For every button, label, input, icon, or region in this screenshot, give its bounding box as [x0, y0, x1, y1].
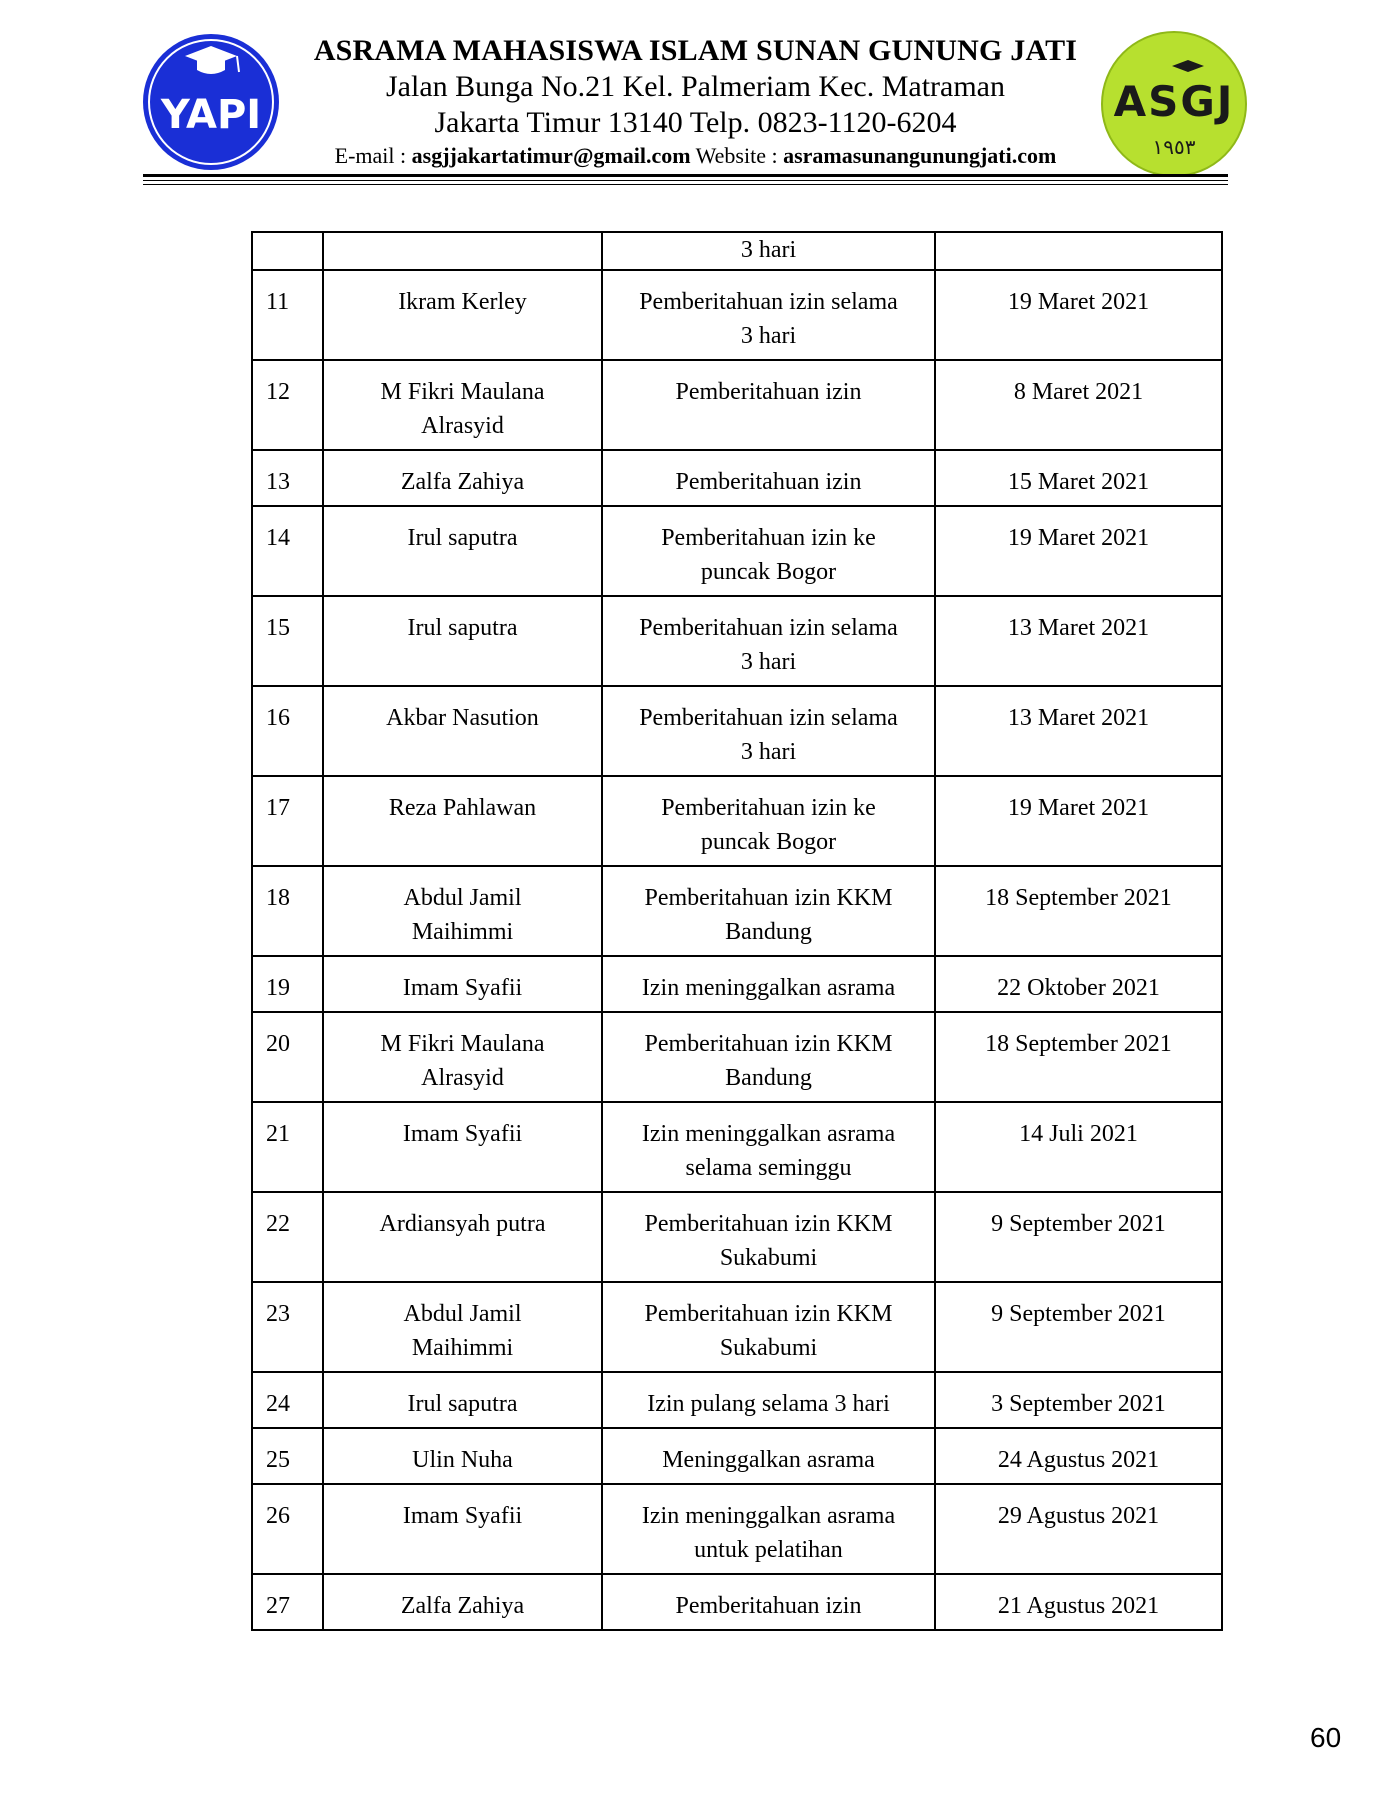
table-row — [252, 1574, 1222, 1630]
cell-description: Pemberitahuan izin ke puncak Bogor — [602, 506, 935, 596]
cell-name: Ikram Kerley — [323, 270, 602, 360]
cell-no: 15 — [252, 596, 323, 686]
table-row — [252, 1372, 1222, 1428]
cell-description: Pemberitahuan izin selama 3 hari — [602, 270, 935, 360]
cell-no: 26 — [252, 1484, 323, 1574]
table-row — [252, 866, 1222, 956]
table-row — [252, 1102, 1222, 1192]
cell-description: 3 hari — [602, 232, 935, 270]
cell-name: Imam Syafii — [323, 1484, 602, 1574]
cell-name: Ardiansyah putra — [323, 1192, 602, 1282]
cell-name — [323, 232, 602, 270]
table-row — [252, 1012, 1222, 1102]
cell-description: Pemberitahuan izin KKM Sukabumi — [602, 1282, 935, 1372]
cell-no: 18 — [252, 866, 323, 956]
cell-name: M Fikri Maulana Alrasyid — [323, 1012, 602, 1102]
asgj-logo-year: ١٩٥٣ — [1152, 135, 1196, 159]
cell-name: Akbar Nasution — [323, 686, 602, 776]
asgj-logo-text: ASGJ — [1113, 77, 1235, 126]
email-label: E-mail : — [334, 143, 412, 168]
cell-date: 19 Maret 2021 — [935, 776, 1222, 866]
cell-description: Pemberitahuan izin KKM Bandung — [602, 1012, 935, 1102]
institution-name: ASRAMA MAHASISWA ISLAM SUNAN GUNUNG JATI — [313, 34, 1078, 67]
table-row — [252, 686, 1222, 776]
cell-no: 16 — [252, 686, 323, 776]
cell-date: 13 Maret 2021 — [935, 686, 1222, 776]
cell-date: 24 Agustus 2021 — [935, 1428, 1222, 1484]
cell-description: Pemberitahuan izin — [602, 1574, 935, 1630]
yapi-logo-text: YAPI — [160, 92, 262, 138]
institution-contact — [0, 143, 1391, 169]
cell-name: Imam Syafii — [323, 956, 602, 1012]
cell-name: Zalfa Zahiya — [323, 450, 602, 506]
table-row — [252, 956, 1222, 1012]
cell-date: 15 Maret 2021 — [935, 450, 1222, 506]
cell-date: 13 Maret 2021 — [935, 596, 1222, 686]
table-row-continuation — [252, 232, 1222, 270]
email-address: asgjjakartatimur@gmail.com — [411, 143, 691, 168]
table-row — [252, 1484, 1222, 1574]
institution-city-phone: Jakarta Timur 13140 Telp. 0823-1120-6204 — [434, 106, 957, 139]
table-row — [252, 360, 1222, 450]
cell-no: 24 — [252, 1372, 323, 1428]
cell-no: 25 — [252, 1428, 323, 1484]
cell-date: 14 Juli 2021 — [935, 1102, 1222, 1192]
table-row — [252, 776, 1222, 866]
cell-date: 22 Oktober 2021 — [935, 956, 1222, 1012]
cell-description: Izin meninggalkan asrama selama seminggu — [602, 1102, 935, 1192]
website-address: asramasunangunungjati.com — [783, 143, 1057, 168]
cell-name: Irul saputra — [323, 596, 602, 686]
cell-date: 18 September 2021 — [935, 1012, 1222, 1102]
cell-no: 12 — [252, 360, 323, 450]
cell-date: 9 September 2021 — [935, 1192, 1222, 1282]
cell-name: M Fikri Maulana Alrasyid — [323, 360, 602, 450]
institution-address: Jalan Bunga No.21 Kel. Palmeriam Kec. Matraman — [386, 70, 1005, 103]
table-row — [252, 450, 1222, 506]
cell-description: Pemberitahuan izin KKM Bandung — [602, 866, 935, 956]
header-rule-thin — [143, 180, 1228, 181]
cell-no: 17 — [252, 776, 323, 866]
table-row — [252, 506, 1222, 596]
cell-name: Irul saputra — [323, 506, 602, 596]
cell-description: Pemberitahuan izin — [602, 450, 935, 506]
cell-description: Pemberitahuan izin selama 3 hari — [602, 686, 935, 776]
table-row — [252, 1282, 1222, 1372]
cell-name: Abdul Jamil Maihimmi — [323, 866, 602, 956]
table-row — [252, 596, 1222, 686]
cell-name: Zalfa Zahiya — [323, 1574, 602, 1630]
cell-no: 23 — [252, 1282, 323, 1372]
header-rule-thick — [143, 174, 1228, 177]
permission-table — [251, 231, 1223, 1631]
cell-date: 8 Maret 2021 — [935, 360, 1222, 450]
cell-date — [935, 232, 1222, 270]
cell-no — [252, 232, 323, 270]
table-row — [252, 1428, 1222, 1484]
cell-description: Izin meninggalkan asrama — [602, 956, 935, 1012]
cell-no: 20 — [252, 1012, 323, 1102]
cell-description: Pemberitahuan izin KKM Sukabumi — [602, 1192, 935, 1282]
cell-no: 11 — [252, 270, 323, 360]
cell-date: 18 September 2021 — [935, 866, 1222, 956]
page-number: 60 — [1310, 1722, 1342, 1753]
table-row — [252, 1192, 1222, 1282]
cell-name: Abdul Jamil Maihimmi — [323, 1282, 602, 1372]
cell-description: Izin pulang selama 3 hari — [602, 1372, 935, 1428]
cell-no: 19 — [252, 956, 323, 1012]
cell-description: Izin meninggalkan asrama untuk pelatihan — [602, 1484, 935, 1574]
cell-no: 27 — [252, 1574, 323, 1630]
cell-no: 22 — [252, 1192, 323, 1282]
cell-no: 13 — [252, 450, 323, 506]
header-rule-thin — [143, 184, 1228, 185]
cell-date: 21 Agustus 2021 — [935, 1574, 1222, 1630]
cell-no: 14 — [252, 506, 323, 596]
cell-name: Reza Pahlawan — [323, 776, 602, 866]
cell-description: Meninggalkan asrama — [602, 1428, 935, 1484]
cell-name: Imam Syafii — [323, 1102, 602, 1192]
cell-name: Ulin Nuha — [323, 1428, 602, 1484]
cell-date: 9 September 2021 — [935, 1282, 1222, 1372]
website-label: Website : — [690, 143, 784, 168]
cell-name: Irul saputra — [323, 1372, 602, 1428]
cell-date: 19 Maret 2021 — [935, 506, 1222, 596]
cell-no: 21 — [252, 1102, 323, 1192]
cell-date: 19 Maret 2021 — [935, 270, 1222, 360]
table-row — [252, 270, 1222, 360]
cell-date: 29 Agustus 2021 — [935, 1484, 1222, 1574]
cell-description: Pemberitahuan izin ke puncak Bogor — [602, 776, 935, 866]
cell-description: Pemberitahuan izin selama 3 hari — [602, 596, 935, 686]
cell-description: Pemberitahuan izin — [602, 360, 935, 450]
cell-date: 3 September 2021 — [935, 1372, 1222, 1428]
